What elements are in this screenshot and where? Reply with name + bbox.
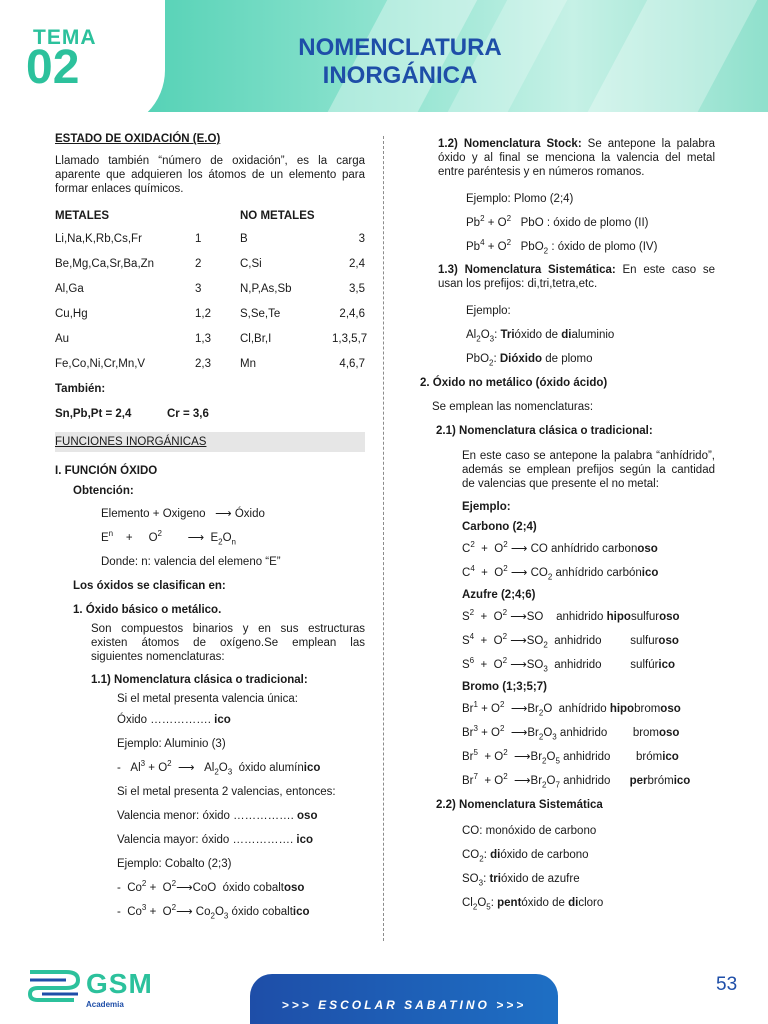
table-cell: Be,Mg,Ca,Sr,Ba,Zn [55, 257, 155, 270]
donde-text: Donde: n: valencia del elemeno “E” [101, 556, 281, 568]
so2-equation: $S^4 + O^2$ $⟶SO_2$ anhidrido sulfuroso [462, 632, 679, 650]
basico-text: Son compuestos binarios y en sus estructuras existen átomos de oxígeno.Se emplean las siguientes nomenclaturas: [91, 623, 365, 663]
br2o5-equation: $Br^5 + O^2$ $⟶Br_2O_5$ anhidrido brómico [462, 748, 679, 766]
left-column [55, 132, 368, 924]
ejemplo-aluminio: Ejemplo: Aluminio (3) [117, 738, 226, 750]
table-header: METALES NO METALES [55, 210, 315, 222]
column-divider [383, 136, 384, 941]
arrow-icon: ⟶ [176, 906, 193, 918]
co2o3-equation: - $Co^3$ + $O^2⟶$ $Co_2O_3$ óxido cobaltico [117, 903, 310, 921]
arrow-icon: ⟶ [215, 508, 232, 520]
table-row [55, 351, 365, 376]
page-footer [0, 962, 768, 1024]
cl2o5-sistematica: $Cl_2O_5$: pentóxido de dicloro [462, 897, 604, 912]
arrow-icon: ⟶ [510, 703, 528, 715]
dos-valencias-text: Si el metal presenta 2 valencias, entonces: [117, 786, 336, 798]
table-cell: Cl,Br,I [240, 332, 272, 345]
valencia-mayor-line: Valencia mayor: óxido ……………. ico [117, 834, 314, 846]
valencia-menor-line: Valencia menor: óxido ……………. oso [117, 810, 318, 822]
arrow-icon: ⟶ [510, 567, 528, 579]
page-header [0, 0, 768, 118]
br2o-equation: $Br^1 + O^2$ $⟶Br_2O$ anhídrido hipobromoso [462, 700, 681, 718]
arrow-icon: ⟶ [514, 751, 531, 763]
arrow-icon: ⟶ [176, 882, 193, 894]
arrow-icon: ⟶ [510, 727, 528, 739]
table-cell: Al,Ga [55, 282, 84, 295]
table-row [55, 301, 365, 326]
anhidrido-text: En este caso se antepone la palabra “anhídrido”, además se emplean prefijos según la cantidad de valencias que presente el no metal: [462, 450, 715, 490]
arrow-icon: ⟶ [178, 762, 195, 774]
valencia-unica-text: Si el metal presenta valencia única: [117, 693, 298, 705]
table-cell: S,Se,Te [240, 307, 281, 320]
table-cell: 1,3,5,7 [332, 332, 368, 345]
table-cell: N,P,As,Sb [240, 282, 292, 295]
clasica2-heading: 2.1) Nomenclatura clásica o tradicional: [436, 425, 653, 437]
table-cell: 2 [195, 257, 202, 270]
right-column [420, 137, 715, 915]
carbono-label: Carbono (2;4) [462, 521, 537, 533]
so3-sistematica: $SO_3$: trióxido de azufre [462, 873, 580, 888]
arrow-icon: ⟶ [514, 775, 531, 787]
eo-table [55, 226, 368, 376]
escolar-sabatino-banner: >>> ESCOLAR SABATINO >>> [250, 974, 558, 1024]
br2o7-equation: $Br^7 + O^2$ $⟶Br_2O_7$ anhidrido perbrómico [462, 772, 691, 790]
logo-icon [28, 966, 88, 1006]
arrow-icon: ⟶ [510, 611, 527, 623]
emplean-text: Se emplean las nomenclaturas: [432, 401, 594, 413]
tema-label: TEMA [33, 26, 97, 49]
oxido-ico-line: Óxido ……………. ico [117, 714, 231, 726]
table-row [55, 326, 368, 351]
arrow-icon: ⟶ [510, 659, 527, 671]
table-cell: 3 [358, 232, 365, 245]
obtencion-eq1: Elemento + Oxigeno ⟶ Óxido [101, 508, 265, 520]
ejemplo-cobalto: Ejemplo: Cobalto (2;3) [117, 858, 232, 870]
tambien-label: También: [55, 383, 106, 395]
br2o3-equation: $Br^3 + O^2$ $⟶Br_2O_3$ anhidrido bromoso [462, 724, 680, 742]
arrow-icon: ⟶ [187, 532, 205, 544]
basico-heading: 1. Óxido básico o metálico. [73, 604, 222, 616]
table-row [55, 251, 365, 276]
co2-equation: $C^4 + O^2$ ⟶ $CO_2$ anhídrido carbónico [462, 564, 659, 582]
table-cell: C,Si [240, 257, 262, 270]
clasifican-text: Los óxidos se clasifican en: [73, 580, 226, 592]
pbo2-sistematica: PbO$_2$: Dióxido de plomo [466, 353, 593, 368]
co-equation: $C^2 + O^2$ ⟶ CO anhídrido carbonoso [462, 540, 658, 555]
table-cell: 1 [195, 232, 202, 245]
al2o3-sistematica: $Al_2O_3$: Trióxido de dialuminio [466, 329, 615, 344]
table-cell: 1,2 [195, 307, 211, 320]
tambien-values: Sn,Pb,Pt = 2,4 Cr = 3,6 [55, 408, 209, 420]
obtencion-eq2: $E^n$ + $O^2$ ⟶ $E_2O_n$ [101, 529, 236, 547]
table-cell: B [240, 232, 248, 245]
obtencion-label: Obtención: [73, 485, 134, 497]
table-cell: Au [55, 332, 70, 345]
eo-heading: ESTADO DE OXIDACIÓN (E.O) [55, 133, 221, 145]
funcion-oxido-heading: I. FUNCIÓN ÓXIDO [55, 465, 158, 477]
clasica-heading: 1.1) Nomenclatura clásica o tradicional: [91, 674, 308, 686]
coo-equation: - $Co^2$ + $O^2⟶CoO$ óxido cobaltoso [117, 879, 305, 894]
table-cell: 3 [195, 282, 202, 295]
sistematica2-heading: 2.2) Nomenclatura Sistemática [436, 799, 603, 811]
funciones-heading: FUNCIONES INORGÁNICAS [55, 432, 365, 452]
tema-number: 02 [26, 41, 80, 94]
azufre-label: Azufre (2;4;6) [462, 589, 536, 601]
al2o3-equation: - $Al^3 + O^2$ ⟶ $Al_2O_3$ óxido alumínico [117, 759, 321, 777]
so-equation: $S^2 + O^2$ ⟶SO anhidrido hiposulfuroso [462, 608, 680, 623]
eo-text: Llamado también “número de oxidación”, es la carga aparente que adquieren los átomos de un elemento para formar enlaces químicos. [55, 155, 365, 195]
table-cell: Mn [240, 357, 256, 370]
table-cell: Li,Na,K,Rb,Cs,Fr [55, 232, 142, 245]
co2-sistematica: $CO_2$: dióxido de carbono [462, 849, 589, 864]
table-row [55, 276, 365, 301]
table-cell: 2,4,6 [339, 307, 365, 320]
table-cell: 2,4 [349, 257, 365, 270]
ejemplo-plomo: Ejemplo: Plomo (2;4) [466, 193, 574, 205]
ejemplo-bold: Ejemplo: [462, 501, 511, 513]
table-cell: Cu,Hg [55, 307, 88, 320]
so3-equation: $S^6 + O^2$ $⟶SO_3$ anhidrido sulfúrico [462, 656, 676, 674]
ejemplo-label: Ejemplo: [466, 305, 511, 317]
bromo-label: Bromo (1;3;5;7) [462, 681, 547, 693]
gsm-logo: GSM Academia [28, 966, 168, 1008]
arrow-icon: ⟶ [510, 635, 527, 647]
table-cell: Fe,Co,Ni,Cr,Mn,V [55, 357, 146, 370]
arrow-icon: ⟶ [510, 543, 528, 555]
table-row [55, 226, 365, 251]
page-title: NOMENCLATURA INORGÁNICA [298, 34, 502, 89]
page-number: 53 [716, 974, 738, 995]
table-cell: 1,3 [195, 332, 211, 345]
nometalico-heading: 2. Óxido no metálico (óxido ácido) [420, 377, 608, 389]
pbo2-equation: $Pb^4 + O^2$ PbO$_2$ : óxido de plomo (IV) [466, 238, 658, 256]
table-cell: 4,6,7 [339, 357, 365, 370]
pbo-equation: $Pb^2 + O^2$ PbO : óxido de plomo (II) [466, 214, 649, 229]
co-sistematica: CO: monóxido de carbono [462, 825, 597, 837]
sistematica-block: 1.3) Nomenclatura Sistemática: En este caso se usan los prefijos: di,tri,tetra,etc. [438, 264, 715, 290]
table-cell: 3,5 [349, 282, 365, 295]
stock-block: 1.2) Nomenclatura Stock: Se antepone la palabra óxido y al final se menciona la valencia del metal entre paréntesis y en números romanos. [438, 138, 715, 178]
table-cell: 2,3 [195, 357, 211, 370]
